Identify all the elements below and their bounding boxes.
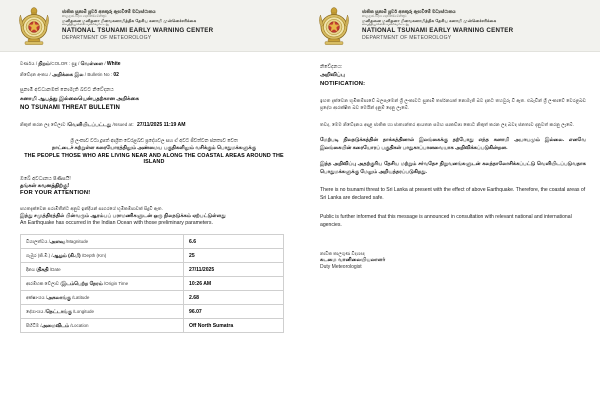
param-value-latitude: 2.68 xyxy=(184,291,284,305)
notification-heading-en: NOTIFICATION: xyxy=(320,80,366,87)
masthead-text-right xyxy=(362,9,513,42)
param-ta: அமைவிடம் xyxy=(41,323,69,329)
right-body xyxy=(300,52,600,270)
bulletin-title-block xyxy=(20,87,288,111)
color-row: වර්ණය / நிறம்/COLOR : සුදු / வெள்ளை / White xyxy=(20,61,121,67)
param-en: Location xyxy=(71,322,89,328)
masthead-tamil-line1: மனிதனை மனிதனா மீனவசுனாமித்திக தேசிய கனாமி முன்னெச்சரிக்கை xyxy=(62,17,197,23)
table-row xyxy=(21,305,284,319)
bulletin-label-si: නිවේදන අංකය xyxy=(20,72,49,77)
audience-en: THE PEOPLE THOSE WHO ARE LIVING NEAR AND ALONG THE COASTAL AREAS AROUND THE ISLAND xyxy=(24,152,284,165)
bulletin-title-en: NO TSUNAMI THREAT BULLETIN xyxy=(20,105,121,111)
bulletin-number: 02 xyxy=(113,72,119,78)
attention-en: FOR YOUR ATTENTION! xyxy=(20,190,91,196)
audience-block xyxy=(20,138,288,165)
param-en: Longitude xyxy=(74,308,95,314)
issued-label-en: Issued at: xyxy=(113,122,134,127)
param-si: ආරම්භක වේලාව xyxy=(26,280,59,286)
param-label-depth: ගැඹුර (කි.මී.) /ஆழம் (கி.மீ) /Depth (Km) xyxy=(21,249,184,263)
masthead-tamil-line2: வைத்தியசாலை வளர்சுமாட்டது xyxy=(362,22,409,27)
issued-value: 27/11/2025 11:19 AM xyxy=(136,122,186,128)
signature-si: නාවික කාලගුණ විද්‍යාඥ xyxy=(320,250,365,256)
earthquake-si: පහතදැක්වෙන පරාමිතීන්ට අනුව ඉන්දියන් සාගරයේ භූමිකම්පාවක් සිදුවී ඇත. xyxy=(20,206,163,211)
param-label-location: පිහිටීම /அமைவிடம் /Location xyxy=(21,319,184,333)
param-label-longitude: දේශාංශය /நெட்டாங்கு /Longitude xyxy=(21,305,184,319)
param-ta: ஆழம் (கி.மீ) xyxy=(52,253,81,259)
attention-ta: தங்கள் கவனத்திற்கு! xyxy=(20,182,70,189)
param-ta: நெட்டாங்கு xyxy=(45,309,72,315)
audience-ta: நாட்டைச் சுற்றுள்ள கரையோரத்திலும் அண்மைய பகுதிகளிலும் வசிக்கும் பொதுமக்களுக்கு xyxy=(51,145,257,151)
right-column xyxy=(300,0,600,400)
param-ta: திகதி xyxy=(37,267,49,273)
issued-label-si: නිකුත් කරන ලද වේලාව xyxy=(20,122,66,127)
masthead-tamil-line2: வைத்தியசாலை வளர்சுமாட்டது xyxy=(62,22,109,27)
param-si: දිනය xyxy=(26,266,35,272)
param-en: Depth (Km) xyxy=(83,252,107,258)
issued-at-row: නිකුත් කරන ලද වේලාව /வெளியிடப்பட்டது /Issued at: 27/11/2025 11:19 AM xyxy=(20,122,186,128)
param-ta: அளவு xyxy=(50,239,65,245)
sri-lanka-national-emblem-icon xyxy=(14,4,54,48)
earthquake-en: An Earthquake has occurred in the Indian Ocean with those preliminary parameters. xyxy=(20,220,213,226)
param-ta: இடம்பெற்ற நேரம் xyxy=(61,281,103,287)
param-value-date: 27/11/2025 xyxy=(184,263,284,277)
notification-paragraph-ta-2: இந்த அறிவிப்பு அதற்குரிய தேசிய மற்றும் சர்வதேச நிறுவனங்களுடன் கலந்தாலோசிக்கப்பட்டு வெளியிடப்படுவதாக பொதுமக்களுக்கு மேலும் அறியத்தரப்படுகிறது. xyxy=(320,161,586,175)
param-label-date: දිනය /திகதி /Date xyxy=(21,263,184,277)
audience-si: ශ්‍රී ලංකාව වටා දූපත් ආශ්‍රිත වෙරළබඩ ප්‍රදේශවල සහ ඒ අවට ජීවත්වන ජනතාව වෙත xyxy=(70,139,238,144)
table-row xyxy=(21,263,284,277)
param-si: විශාලත්වය xyxy=(26,238,48,244)
masthead-english-line2: DEPARTMENT OF METEOROLOGY xyxy=(362,35,452,42)
table-body xyxy=(21,235,284,333)
signature-en: Duty Meteorologist xyxy=(320,264,362,271)
signature-block xyxy=(320,251,586,271)
table-row xyxy=(21,249,284,263)
sri-lanka-national-emblem-icon xyxy=(314,4,354,48)
bulletin-title-si: සුනාමි අවධානමක් නොමැති බවට නිවේදනය xyxy=(20,87,114,93)
notification-heading-block xyxy=(320,64,586,87)
masthead-english-line1: NATIONAL TSUNAMI EARLY WARNING CENTER xyxy=(362,27,514,35)
param-si: අක්ෂාංශය xyxy=(26,294,45,300)
bulletin-title-ta: சுனாமி ஆபத்து இல்லையென்பதற்கான அறிக்கை xyxy=(20,96,140,102)
signature-ta: கடமை வானிலையியலாளர் xyxy=(320,256,386,263)
param-si: පිහිටීම xyxy=(26,322,40,328)
param-value-longitude: 96.07 xyxy=(184,305,284,319)
param-label-magnitude: විශාලත්වය /அளவு /Magnitude xyxy=(21,235,184,249)
param-value-depth: 25 xyxy=(184,249,284,263)
masthead-english-line1: NATIONAL TSUNAMI EARLY WARNING CENTER xyxy=(62,27,214,35)
left-body xyxy=(0,52,300,333)
notification-heading-si: නිවේදනය: xyxy=(320,64,343,70)
attention-si: ඔබේ අවධානය පිණිසයි! xyxy=(20,175,71,182)
param-label-origin-time: ආරම්භක වේලාව /இடம்பெற்ற நேரம் /Origin Time xyxy=(21,277,184,291)
notification-paragraph-si-1: ඉහත දැක්වෙන භූමිකම්පාවේ බලපෑමෙන් ශ්‍රී ලංකාවට සුනාමි තර්ජනයක් නොමැති බව දැනට තහවුරු වී ඇත. එබැවින් ශ්‍රී ලංකාවේ වෙරළබඩ ප්‍රදේශ ආරක්ෂිත බව මෙයින් දැනුම් දෙනු ලැබේ. xyxy=(320,97,586,110)
masthead-right xyxy=(300,0,600,52)
color-value-en: White xyxy=(106,61,121,67)
param-en: Date xyxy=(51,266,61,272)
param-ta: அகலாங்கு xyxy=(47,295,71,301)
masthead-sinhala-line1: ජාතික සුනාමි පූර්ව අනතුරු ඇඟවීමේ මධ්‍යස්ථානය xyxy=(362,8,456,14)
masthead-left xyxy=(0,0,300,52)
earthquake-ta: இந்து சமுத்திரத்தில் பின்வரும் ஆரம்பப் பராமணிகளுடன் ஒரு நிலநடுக்கம் ஏற்பட்டுள்ளது xyxy=(20,212,226,219)
masthead-tamil-line1: மனிதனை மனிதனா மீனவசுனாமித்திக தேசிய கனாமி முன்னெச்சரிக்கை xyxy=(362,17,497,23)
table-row xyxy=(21,277,284,291)
masthead-sinhala-line1: ජාතික සුනාමි පූර්ව අනතුරු ඇඟවීමේ මධ්‍යස්ථානය xyxy=(62,8,156,14)
masthead-sinhala-line2: කාලගුණ විද්‍යා දෙපාර්තමේන්තුව xyxy=(62,13,107,18)
notification-paragraph-en-2: Public is further informed that this message is announced in consultation with relevant national and international agencies. xyxy=(320,213,572,228)
masthead-text-left xyxy=(62,9,213,42)
bulletin-label-en: Bulletin No xyxy=(87,72,110,77)
notification-paragraph-si-2: තවද, මෙම නිවේදනය අදාළ ජාතික හා ජාත්‍යන්තර ආයතන සමඟ සාකච්ඡා කොට නිකුත් කරන ලද බවද ජනතාව දැනුවත් කරනු ලැබේ. xyxy=(320,122,574,128)
param-si: දේශාංශය xyxy=(26,308,44,314)
table-row xyxy=(21,319,284,333)
color-label-si: වර්ණය xyxy=(20,61,35,66)
table-row xyxy=(21,235,284,249)
param-en: Origin Time xyxy=(105,280,129,286)
masthead-sinhala-line2: කාලගුණ විද්‍යා දෙපාර්තමේන්තුව xyxy=(362,13,407,18)
param-value-origin-time: 10:26 AM xyxy=(184,277,284,291)
issued-label-ta: வெளியிடப்பட்டது xyxy=(68,122,112,128)
param-value-magnitude: 6.6 xyxy=(184,235,284,249)
color-label-en: COLOR xyxy=(51,61,68,66)
earthquake-block xyxy=(20,206,288,226)
param-si: ගැඹුර (කි.මී.) xyxy=(26,252,51,258)
masthead-english-line2: DEPARTMENT OF METEOROLOGY xyxy=(62,35,152,42)
attention-block xyxy=(20,176,288,197)
color-value-si: සුදු xyxy=(71,61,77,66)
color-value-ta: வெள்ளை xyxy=(80,61,104,67)
notification-paragraph-ta-1: மேற்படி நிலநடுக்கத்தின் தாக்கத்தினால் இலங்கைக்கு தற்போது எந்த சுனாமி அபாயமும் இல்லை. எனவே இலங்கையின் கரையோரப் பகுதிகள் பாதுகாப்பானவையாக அறிவிக்கப்படுகின்றன. xyxy=(320,137,586,151)
bulletin-label-ta: அறிக்கை இல xyxy=(52,72,84,78)
notification-paragraph-en-1: There is no tsunami threat to Sri Lanka at present with the effect of above Earthquake. Therefore, the coastal areas of Sri Lanka are declared safe. xyxy=(320,187,586,202)
earthquake-parameters-table xyxy=(20,234,284,333)
param-value-location: Off North Sumatra xyxy=(184,319,284,333)
color-label-ta: நிறம் xyxy=(38,61,50,67)
param-en: Magnitude xyxy=(67,238,89,244)
notification-heading-ta: அறிவிப்பு xyxy=(320,71,345,78)
bulletin-no-row: නිවේදන අංකය / அறிக்கை இல / Bulletin No : 02 xyxy=(20,72,119,78)
param-en: Latitude xyxy=(73,294,90,300)
param-label-latitude: අක්ෂාංශය /அகலாங்கு /Latitude xyxy=(21,291,184,305)
table-row xyxy=(21,291,284,305)
